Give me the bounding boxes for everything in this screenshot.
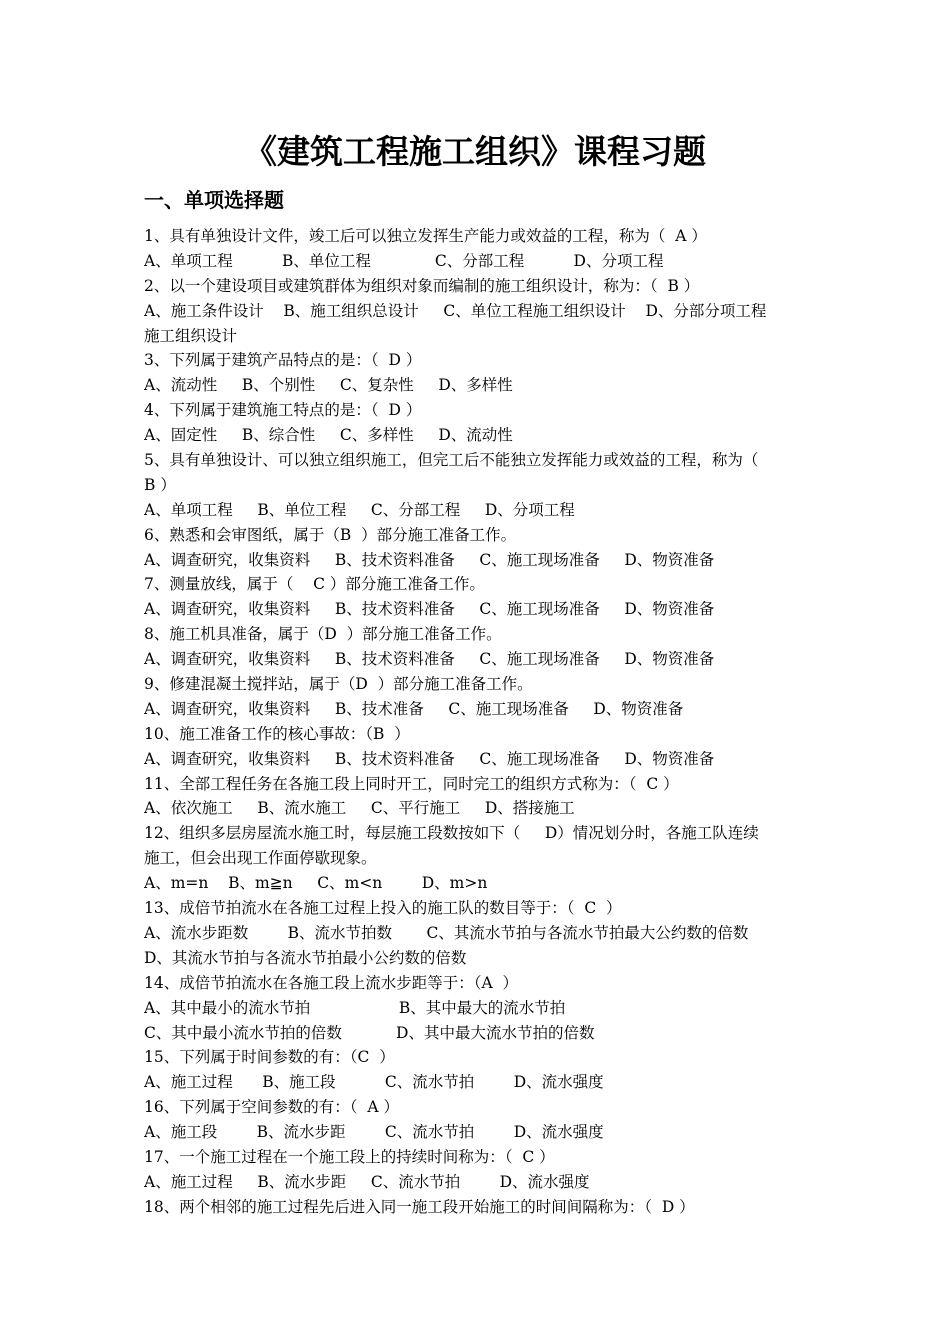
- text-line: 13、成倍节拍流水在各施工过程上投入的施工队的数目等于：（ C ）: [144, 899, 622, 918]
- text-line: 4、下列属于建筑施工特点的是：（ D ）: [144, 401, 422, 420]
- text-line: A、m=n B、m≧n C、m<n D、m>n: [144, 874, 488, 893]
- text-line: A、调查研究，收集资料 B、技术资料准备 C、施工现场准备 D、物资准备: [144, 749, 715, 768]
- text-line: 18、两个相邻的施工过程先后进入同一施工段开始施工的时间间隔称为：（ D ）: [144, 1197, 695, 1216]
- text-line: A、固定性 B、综合性 C、多样性 D、流动性: [144, 426, 513, 445]
- text-line: 7、测量放线，属于（ C ）部分施工准备工作。: [144, 575, 485, 594]
- text-line: C、其中最小流水节拍的倍数 D、其中最大流水节拍的倍数: [144, 1023, 595, 1042]
- text-line: B ）: [144, 475, 176, 494]
- text-line: 17、一个施工过程在一个施工段上的持续时间称为：（ C ）: [144, 1147, 555, 1166]
- text-line: 16、下列属于空间参数的有：（ A ）: [144, 1098, 399, 1117]
- text-line: A、施工过程 B、施工段 C、流水节拍 D、流水强度: [144, 1073, 604, 1092]
- text-line: A、依次施工 B、流水施工 C、平行施工 D、搭接施工: [144, 799, 575, 818]
- text-line: A、施工过程 B、流水步距 C、流水节拍 D、流水强度: [144, 1172, 590, 1191]
- text-line: A、单项工程 B、单位工程 C、分部工程 D、分项工程: [144, 251, 664, 270]
- text-line: A、施工段 B、流水步距 C、流水节拍 D、流水强度: [144, 1123, 604, 1142]
- text-line: A、调查研究，收集资料 B、技术资料准备 C、施工现场准备 D、物资准备: [144, 550, 715, 569]
- text-line: 施工，但会出现工作面停歇现象。: [144, 849, 377, 868]
- text-line: A、调查研究，收集资料 B、技术资料准备 C、施工现场准备 D、物资准备: [144, 600, 715, 619]
- text-line: A、施工条件设计 B、施工组织总设计 C、单位工程施工组织设计 D、分部分项工程: [144, 301, 767, 320]
- document-title: 《建筑工程施工组织》课程习题: [244, 132, 706, 171]
- text-line: 施工组织设计: [144, 326, 238, 345]
- text-line: 5、具有单独设计、可以独立组织施工，但完工后不能独立发挥能力或效益的工程，称为（: [144, 451, 759, 470]
- text-line: 6、熟悉和会审图纸，属于（B ）部分施工准备工作。: [144, 525, 517, 544]
- text-line: A、流动性 B、个别性 C、复杂性 D、多样性: [144, 376, 513, 395]
- text-line: 3、下列属于建筑产品特点的是：（ D ）: [144, 351, 422, 370]
- text-line: 14、成倍节拍流水在各施工段上流水步距等于：（A ）: [144, 973, 519, 992]
- text-line: A、调查研究，收集资料 B、技术资料准备 C、施工现场准备 D、物资准备: [144, 650, 715, 669]
- question-list: [144, 224, 814, 1220]
- text-line: 2、以一个建设项目或建筑群体为组织对象而编制的施工组织设计，称为：（ B ）: [144, 276, 700, 295]
- text-line: A、调查研究，收集资料 B、技术准备 C、施工现场准备 D、物资准备: [144, 699, 684, 718]
- text-line: 10、施工准备工作的核心事故：（B ）: [144, 724, 410, 743]
- text-line: 12、组织多层房屋流水施工时，每层施工段数按如下（ D）情况划分时，各施工队连续: [144, 824, 759, 843]
- text-line: 8、施工机具准备，属于（D ）部分施工准备工作。: [144, 625, 502, 644]
- text-line: A、单项工程 B、单位工程 C、分部工程 D、分项工程: [144, 500, 575, 519]
- text-line: 9、修建混凝土搅拌站，属于（D ）部分施工准备工作。: [144, 675, 533, 694]
- text-line: D、其流水节拍与各流水节拍最小公约数的倍数: [144, 948, 467, 967]
- text-line: A、流水步距数 B、流水节拍数 C、其流水节拍与各流水节拍最大公约数的倍数: [144, 923, 749, 942]
- text-line: 1、具有单独设计文件，竣工后可以独立发挥生产能力或效益的工程，称为（ A ）: [144, 227, 707, 245]
- text-line: 11、全部工程任务在各施工段上同时开工，同时完工的组织方式称为：（ C ）: [144, 774, 679, 793]
- section-heading: 一、单项选择题: [144, 188, 284, 212]
- text-line: 15、下列属于时间参数的有：（C ）: [144, 1048, 395, 1067]
- text-line: A、其中最小的流水节拍 B、其中最大的流水节拍: [144, 998, 566, 1017]
